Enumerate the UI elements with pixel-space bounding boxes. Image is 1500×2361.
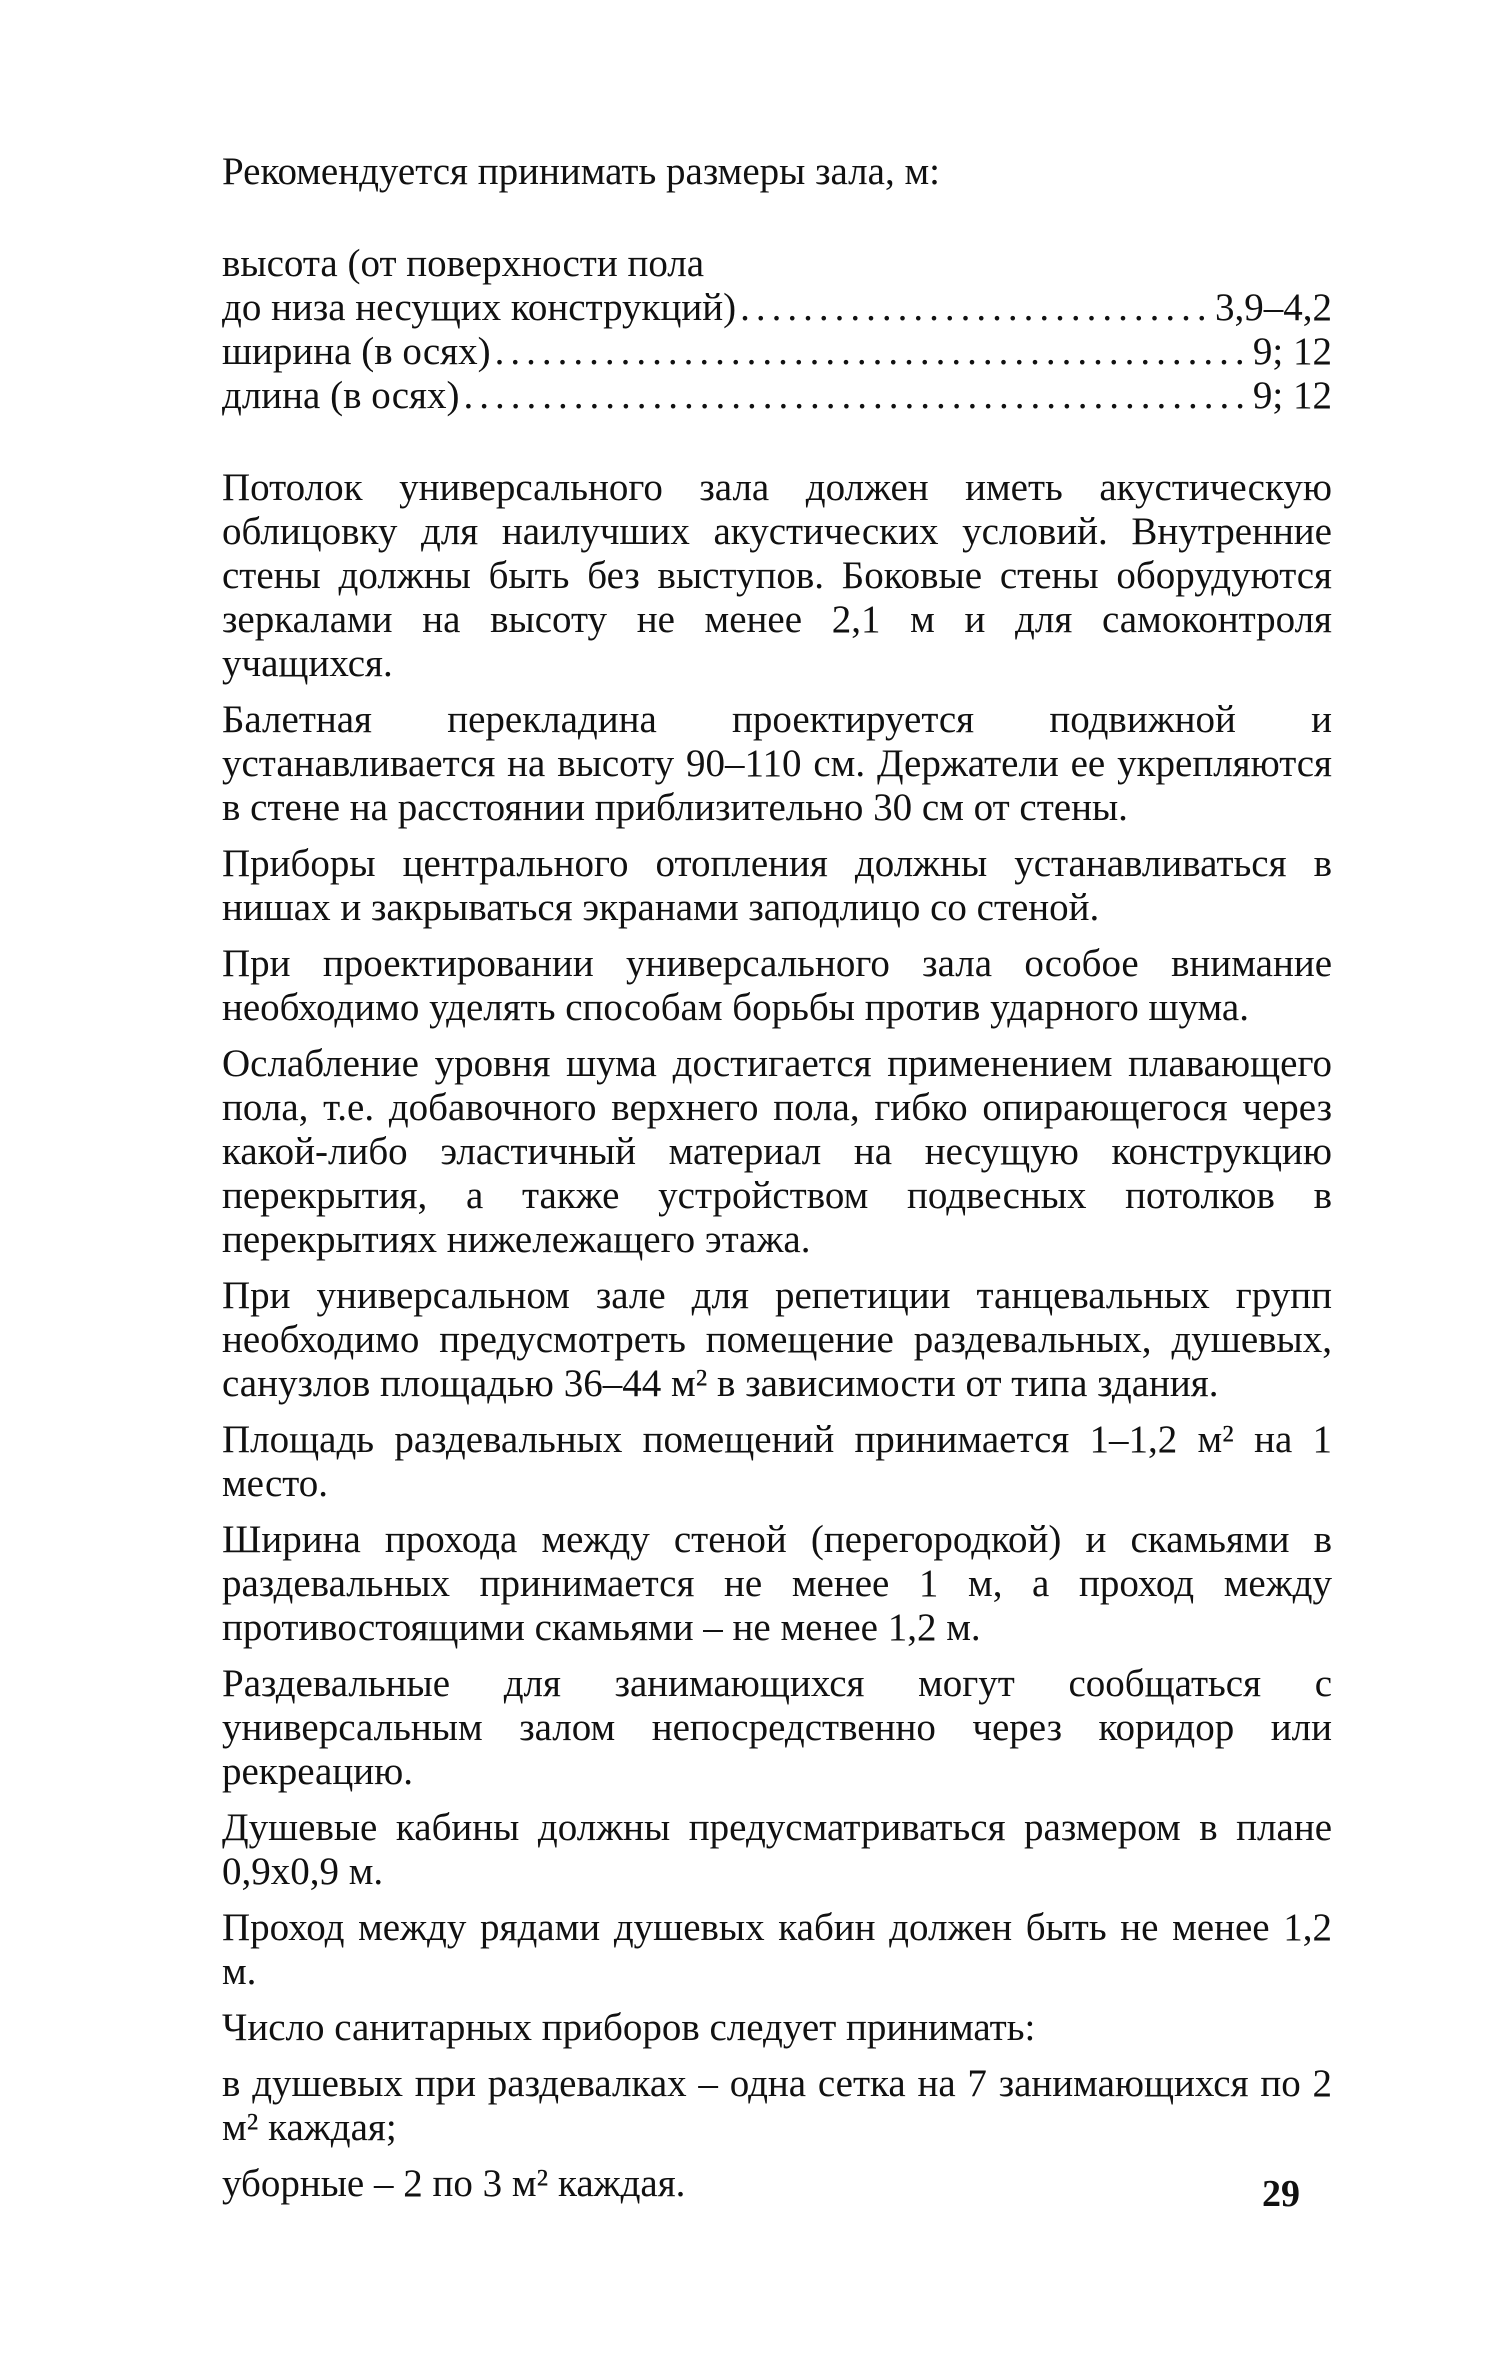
dimension-label: до низа несущих конструкций) bbox=[222, 286, 737, 329]
dimension-label: ширина (в осях) bbox=[222, 330, 491, 373]
paragraph-ballet-bar: Балетная перекладина проектируется подвижной и устанавливается на высоту 90–110 см. Держатели ее укрепляются в стене на расстоянии приблизительно 30 см от стены. bbox=[222, 698, 1332, 829]
dimension-value: 3,9–4,2 bbox=[1215, 286, 1332, 329]
dot-leader bbox=[740, 286, 1211, 330]
dimension-row-width bbox=[222, 330, 1332, 374]
paragraph-floating-floor: Ослабление уровня шума достигается применением плавающего пола, т.е. добавочного верхнего пола, гибко опирающегося через какой-либо эластичный материал на несущую конструкцию перекрытия, а также устройством подвесных потолков в перекрытиях нижележащего этажа. bbox=[222, 1042, 1332, 1261]
paragraph-ceiling: Потолок универсального зала должен иметь акустическую облицовку для наилучших акустических условий. Внутренние стены должны быть без выступов. Боковые стены оборудуются зеркалами на высоту не менее 2,1 м и для самоконтроля учащихся. bbox=[222, 466, 1332, 685]
paragraph-passage-width: Ширина прохода между стеной (перегородкой) и скамьями в раздевальных принимается не менее 1 м, а проход между противостоящими скамьями – не менее 1,2 м. bbox=[222, 1518, 1332, 1649]
dimension-value: 9; 12 bbox=[1252, 330, 1332, 373]
page-number: 29 bbox=[1262, 2173, 1300, 2215]
intro-line: Рекомендуется принимать размеры зала, м: bbox=[222, 150, 940, 193]
paragraph-shower-cabins: Душевые кабины должны предусматриваться размером в плане 0,9х0,9 м. bbox=[222, 1806, 1332, 1893]
dimension-row-height bbox=[222, 286, 1332, 330]
paragraph-changing-rooms: При универсальном зале для репетиции танцевальных групп необходимо предусмотреть помещение раздевальных, душевых, санузлов площадью 36–44 м² в зависимости от типа здания. bbox=[222, 1274, 1332, 1405]
page-content bbox=[222, 150, 1332, 2218]
paragraph-impact-noise: При проектировании универсального зала особое внимание необходимо уделять способам борьбы против ударного шума. bbox=[222, 942, 1332, 1029]
paragraph-area: Площадь раздевальных помещений принимается 1–1,2 м² на 1 место. bbox=[222, 1418, 1332, 1505]
dimension-row-height-line1 bbox=[222, 242, 1332, 286]
dimensions-list bbox=[222, 242, 1332, 418]
paragraph-connection: Раздевальные для занимающихся могут сообщаться с универсальным залом непосредственно через коридор или рекреацию. bbox=[222, 1662, 1332, 1793]
paragraph-fixtures-intro: Число санитарных приборов следует принимать: bbox=[222, 2006, 1036, 2049]
dot-leader bbox=[495, 330, 1249, 374]
dimension-row-length bbox=[222, 374, 1332, 418]
paragraph-toilets: уборные – 2 по 3 м² каждая. bbox=[222, 2162, 686, 2205]
dimension-label: высота (от поверхности пола bbox=[222, 242, 705, 285]
dot-leader bbox=[463, 374, 1248, 418]
paragraph-showers: в душевых при раздевалках – одна сетка на 7 занимающихся по 2 м² каждая; bbox=[222, 2062, 1332, 2149]
dimension-value: 9; 12 bbox=[1252, 374, 1332, 417]
dimension-label: длина (в осях) bbox=[222, 374, 460, 417]
paragraph-shower-passage: Проход между рядами душевых кабин должен быть не менее 1,2 м. bbox=[222, 1906, 1332, 1993]
paragraph-heating: Приборы центрального отопления должны устанавливаться в нишах и закрываться экранами заподлицо со стеной. bbox=[222, 842, 1332, 929]
